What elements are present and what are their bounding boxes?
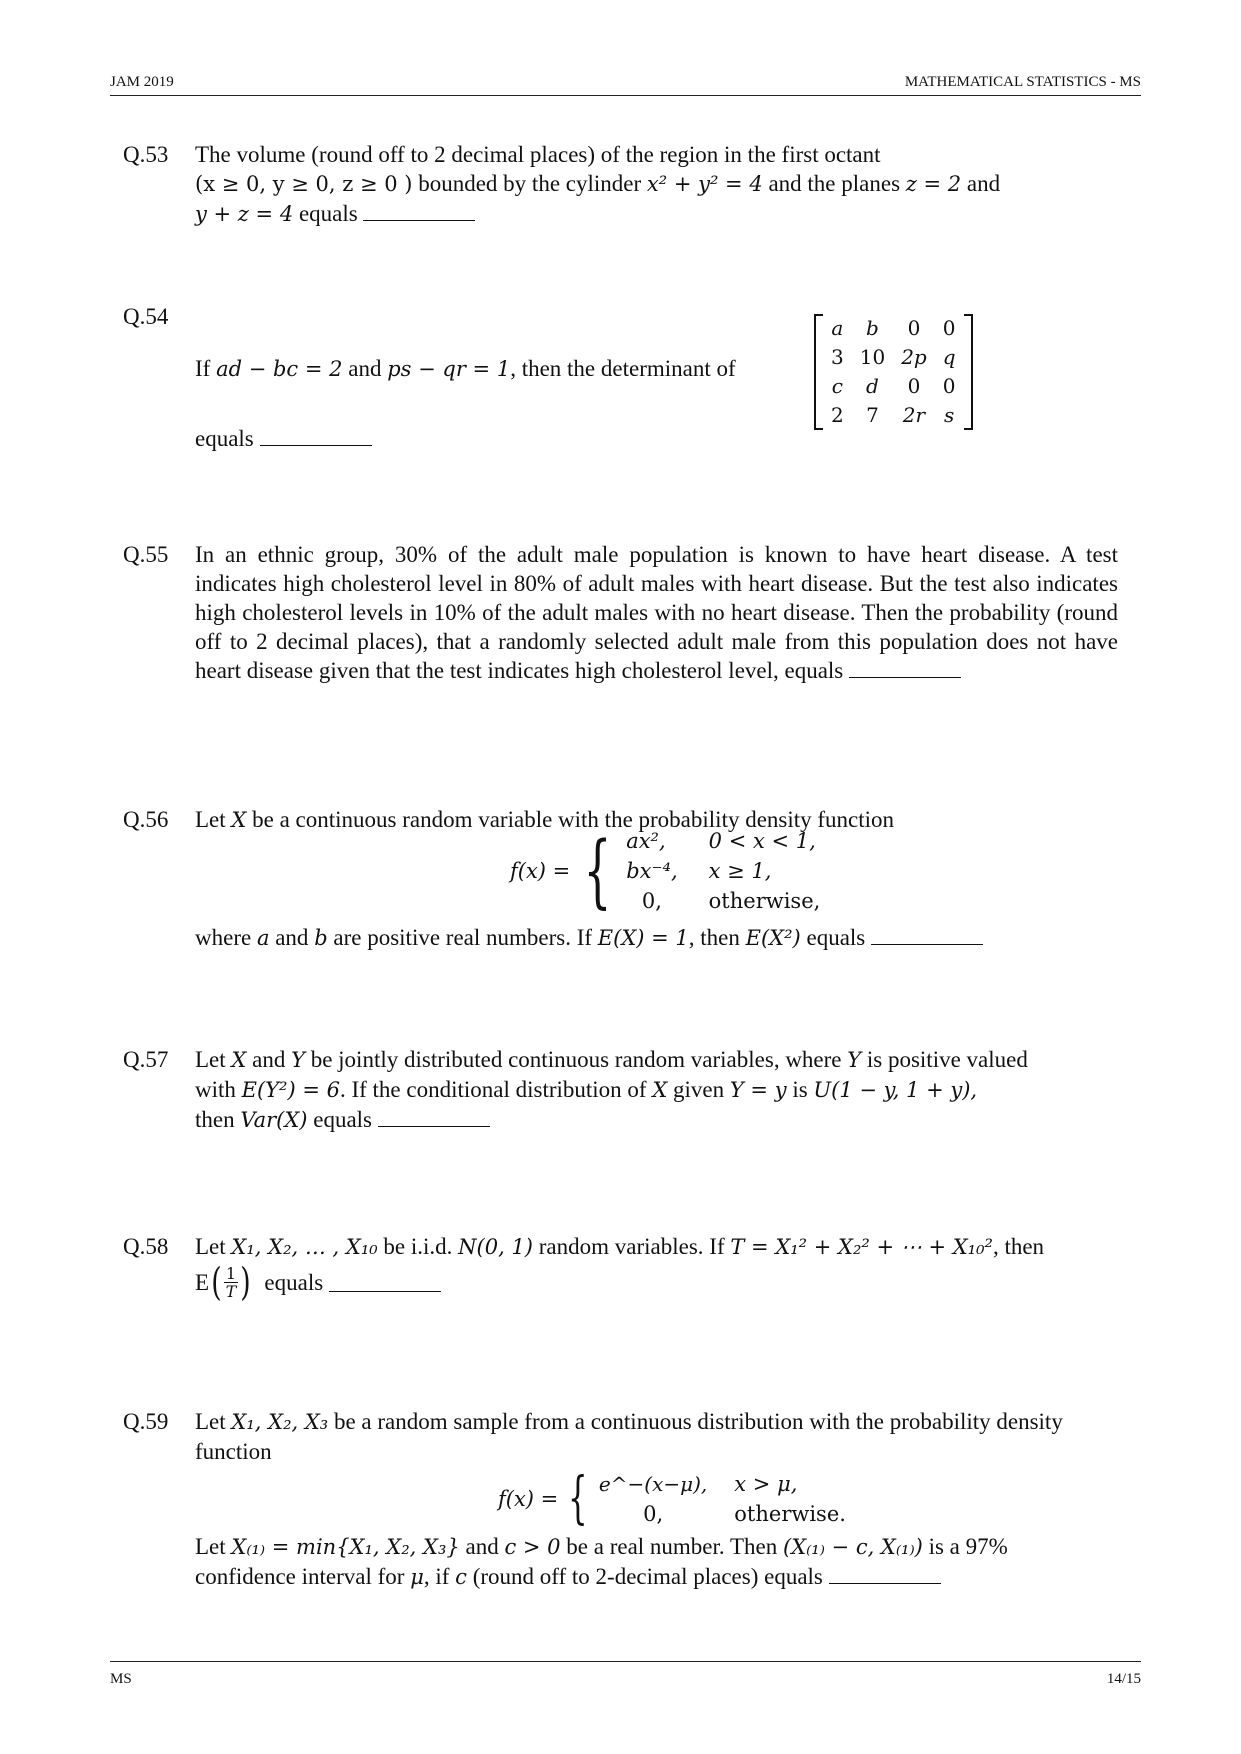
question-54-text — [195, 354, 815, 384]
matrix-right-bracket — [964, 314, 973, 430]
text: where — [195, 925, 257, 950]
text: , then — [688, 925, 746, 950]
cases-table — [598, 1469, 847, 1529]
text: , then the determinant of — [510, 356, 736, 381]
pdf-definition — [498, 1468, 847, 1530]
math: (x ≥ 0, y ≥ 0, z ≥ 0 ) — [195, 172, 413, 196]
cases-table — [625, 826, 821, 916]
text: (round off to 2-decimal places) equals — [466, 1564, 823, 1589]
math: Y — [291, 1048, 305, 1072]
text: and — [459, 1534, 505, 1559]
math: X — [231, 808, 247, 832]
right-paren: ) — [240, 1259, 251, 1304]
question-text — [195, 1407, 1075, 1466]
math: c > 0 — [504, 1535, 561, 1559]
text: with — [195, 1077, 242, 1102]
case-row — [625, 826, 821, 856]
matrix-cell: 0 — [907, 374, 921, 398]
question-text — [195, 1232, 1118, 1262]
math: f(x) = — [510, 859, 571, 883]
matrix-cell: d — [866, 374, 879, 398]
case-cond: 0 < x < 1, — [708, 829, 816, 853]
text: are positive real numbers. If — [327, 925, 598, 950]
math: X — [652, 1078, 668, 1102]
question-number: Q.54 — [123, 304, 169, 329]
case-expr: ax², — [626, 829, 666, 853]
case-row — [598, 1469, 847, 1499]
text: equals — [195, 426, 254, 451]
left-paren: ( — [211, 1259, 222, 1304]
matrix-cell: 0 — [907, 316, 921, 340]
matrix-cell: s — [943, 403, 955, 427]
header-rule — [110, 95, 1141, 96]
text: Let — [195, 807, 232, 832]
question-text — [195, 140, 1118, 229]
matrix-cell: q — [942, 345, 956, 369]
matrix-row — [823, 343, 964, 372]
question-text — [195, 1045, 1118, 1135]
math: X — [231, 1048, 247, 1072]
math: E(Y²) = 6 — [241, 1078, 340, 1102]
question-number: Q.57 — [123, 1047, 169, 1072]
math: X₍₁₎ = min{X₁, X₂, X₃} — [231, 1535, 460, 1559]
case-expr: bx⁻⁴, — [626, 859, 678, 883]
text: The volume (round off to 2 decimal places) of the region in the first octant — [195, 142, 881, 167]
matrix-cell: 0 — [942, 316, 956, 340]
text: then — [195, 1107, 241, 1132]
answer-blank — [329, 1273, 441, 1292]
math: f(x) = — [498, 1487, 559, 1511]
fraction-denominator: T — [225, 1281, 237, 1301]
footer-rule — [110, 1661, 1141, 1662]
answer-blank — [871, 926, 983, 945]
math: z = 2 — [905, 172, 962, 196]
text: , then — [992, 1234, 1045, 1259]
question-59-tail — [195, 1532, 1118, 1592]
text: In an ethnic group, 30% of the adult male population is known to have heart disease. A test indicates high cholesterol level in 80% of adult males with heart disease. But the test also indicates high cholesterol levels in 10% of the adult males with no heart disease. Then the probability (round off to 2 decimal places), that a randomly selected adult male from this population does not have heart disease given that the test indicates high cholesterol level, equals — [195, 542, 1118, 683]
text: , if — [423, 1564, 456, 1589]
answer-blank — [849, 659, 961, 678]
text: Let — [195, 1534, 232, 1559]
case-cond: otherwise. — [734, 1502, 846, 1526]
matrix-cell: 2r — [902, 403, 926, 427]
text: Let — [195, 1409, 232, 1434]
math: T = X₁² + X₂² + ⋯ + X₁₀² — [730, 1235, 993, 1259]
text: and the planes — [762, 171, 906, 196]
question-number: Q.55 — [123, 542, 169, 567]
text: Let — [195, 1234, 232, 1259]
matrix-cell: c — [831, 374, 843, 398]
fraction — [224, 1265, 238, 1300]
header-left: JAM 2019 — [110, 74, 174, 90]
matrix-cell: b — [866, 316, 879, 340]
case-row — [625, 856, 821, 886]
question-number: Q.56 — [123, 807, 169, 832]
text: is positive valued — [861, 1047, 1028, 1072]
text: be a continuous random variable with the probability density function — [246, 807, 895, 832]
text: equals — [307, 1107, 373, 1132]
text: and — [961, 171, 1001, 196]
math: b — [314, 926, 328, 950]
math: Y = y — [729, 1078, 787, 1102]
math: N(0, 1) — [458, 1235, 534, 1259]
case-row — [625, 886, 821, 916]
text: Let — [195, 1047, 232, 1072]
text: and — [269, 925, 315, 950]
text: be i.i.d. — [377, 1234, 459, 1259]
question-58-tail — [195, 1260, 695, 1304]
matrix-cell: 7 — [866, 403, 879, 427]
page-number: 14/15 — [1106, 1671, 1141, 1687]
case-expr: 0, — [643, 1502, 664, 1526]
math: y + z = 4 — [195, 202, 294, 226]
case-cond: x > μ, — [734, 1472, 798, 1496]
text: is — [786, 1077, 814, 1102]
matrix-cell: a — [831, 316, 844, 340]
matrix-row — [823, 401, 964, 430]
text: be jointly distributed continuous random variables, where — [304, 1047, 848, 1072]
question-number: Q.53 — [123, 142, 169, 167]
footer-left: MS — [110, 1671, 132, 1687]
text: and — [342, 356, 388, 381]
math: X₁, X₂, X₃ — [231, 1410, 329, 1434]
math: x² + y² = 4 — [646, 172, 763, 196]
math: X₁, X₂, … , X₁₀ — [231, 1235, 378, 1259]
text: given — [667, 1077, 730, 1102]
math: E(X²) — [745, 926, 801, 950]
matrix-cell: 2p — [901, 345, 927, 369]
case-cond: otherwise, — [708, 889, 821, 913]
question-text — [195, 540, 1118, 685]
math: ps − qr = 1 — [387, 357, 511, 381]
text: is a 97% — [922, 1534, 1008, 1559]
text: equals — [800, 925, 866, 950]
text: be a real number. Then — [560, 1534, 783, 1559]
question-number: Q.59 — [123, 1409, 169, 1434]
left-brace: { — [568, 1466, 588, 1531]
matrix-table — [823, 314, 964, 430]
question-54-tail — [195, 424, 595, 453]
determinant-matrix — [814, 314, 973, 430]
math: c — [455, 1565, 467, 1589]
text: and — [246, 1047, 292, 1072]
math: ad − bc = 2 — [216, 357, 343, 381]
math: a — [256, 926, 270, 950]
answer-blank — [829, 1565, 941, 1584]
question-number: Q.58 — [123, 1234, 169, 1259]
case-expr: 0, — [641, 889, 662, 913]
left-brace: { — [583, 824, 612, 917]
question-56-tail — [195, 923, 1118, 953]
math: (X₍₁₎ − c, X₍₁₎) — [783, 1535, 923, 1559]
fraction-numerator: 1 — [225, 1263, 237, 1283]
text: equals — [293, 201, 358, 226]
case-cond: x ≥ 1, — [708, 859, 772, 883]
math: Var(X) — [240, 1108, 308, 1132]
matrix-row — [823, 372, 964, 401]
matrix-row — [823, 314, 964, 343]
text: E — [195, 1269, 210, 1295]
text: bounded by the cylinder — [412, 171, 647, 196]
math: Y — [847, 1048, 862, 1072]
matrix-left-bracket — [814, 314, 823, 430]
case-expr: e^−(x−μ), — [598, 1472, 708, 1496]
text: If — [195, 356, 217, 381]
pdf-definition — [510, 826, 821, 916]
math: μ — [410, 1565, 424, 1589]
math: E(X) = 1 — [597, 926, 689, 950]
matrix-cell: 3 — [831, 345, 844, 369]
text: be a random sample from a continuous distribution with the probability density function — [195, 1409, 1063, 1464]
answer-blank — [260, 427, 372, 446]
math: U(1 − y, 1 + y), — [813, 1078, 978, 1102]
matrix-cell: 10 — [859, 345, 886, 369]
answer-blank — [378, 1108, 490, 1127]
text: confidence interval for — [195, 1564, 411, 1589]
answer-blank — [363, 202, 475, 221]
matrix-cell: 2 — [831, 403, 844, 427]
matrix-cell: 0 — [942, 374, 956, 398]
text: . If the conditional distribution of — [339, 1077, 653, 1102]
text: equals — [264, 1269, 324, 1295]
case-row — [598, 1499, 847, 1529]
header-right: MATHEMATICAL STATISTICS - MS — [904, 74, 1141, 90]
text: random variables. If — [533, 1234, 731, 1259]
